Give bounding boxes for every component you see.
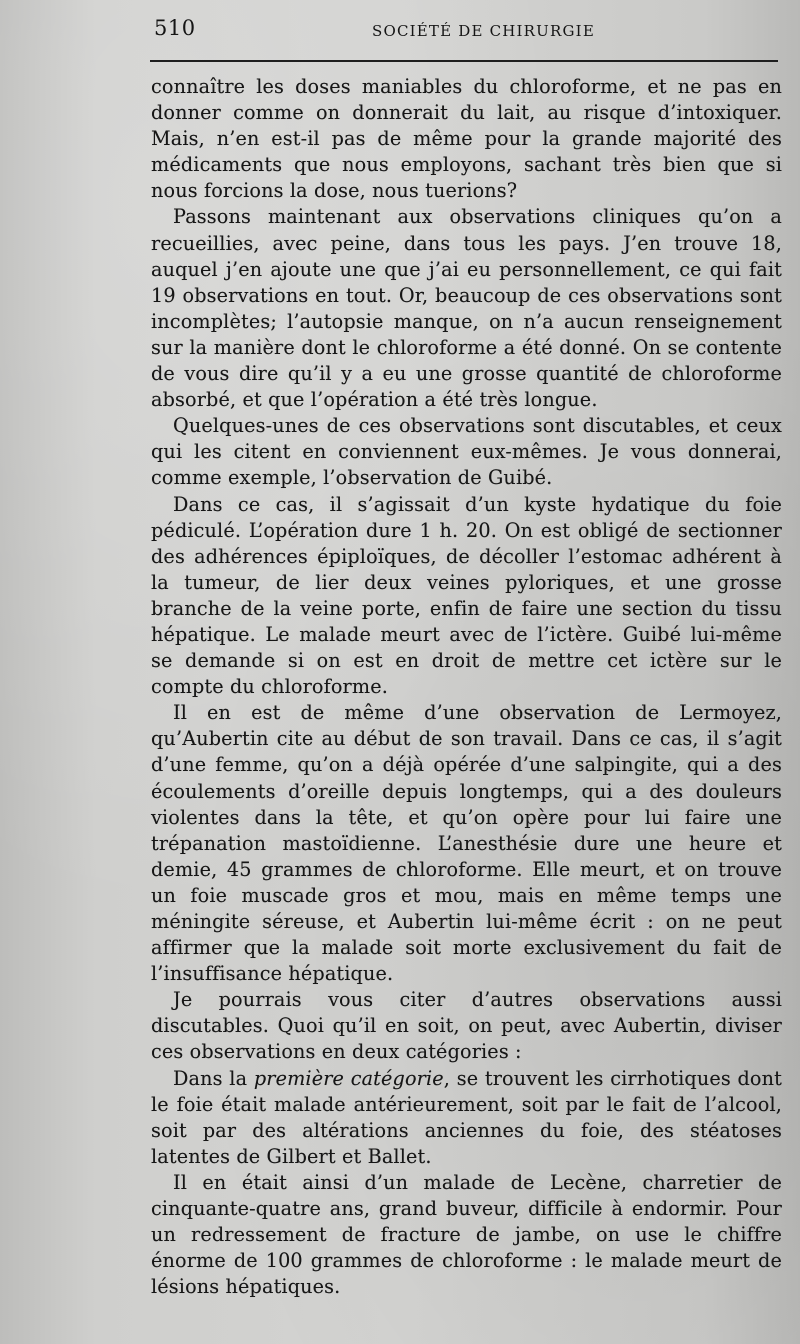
paragraph-1: connaître les doses maniables du chloroforme, et ne pas en donner comme on donnerait du lait, au risque d’intoxiquer. Mais, n’en est-il pas de même pour la grande majorité des médicaments que nous employons, sachant très bien que si nous forcions la dose, nous tuerions? [151, 75, 782, 203]
paragraph-7-emphasis: première catégorie [253, 1066, 444, 1090]
paragraph-2: Passons maintenant aux observations cliniques qu’on a recueillies, avec peine, dans tous les pays. J’en trouve 18, auquel j’en ajoute une que j’ai eu personnellement, ce qui fait 19 observations en tout. Or, beaucoup de ces observations sont incomplètes; l’autopsie manque, on n’a aucun renseignement sur la manière dont le chloroforme a été donné. On se contente de vous dire qu’il y a eu une grosse quantité de chloroforme absorbé, et que l’opération a été très longue. [151, 205, 782, 412]
page-header [150, 14, 780, 44]
running-title: SOCIÉTÉ DE CHIRURGIE [372, 22, 595, 40]
paragraph-4: Dans ce cas, il s’agissait d’un kyste hydatique du foie pédiculé. L’opération dure 1 h. 20. On est obligé de sectionner des adhérences épiploïques, de décoller l’estomac adhérent à la tumeur, de lier deux veines pyloriques, et une grosse branche de la veine porte, enfin de faire une section du tissu hépatique. Le malade meurt avec de l’ictère. Guibé lui-même se demande si on est en droit de mettre cet ictère sur le compte du chloroforme. [151, 492, 782, 699]
body-text [151, 74, 782, 1300]
paragraph-3: Quelques-unes de ces observations sont discutables, et ceux qui les citent en conviennent eux-mêmes. Je vous donnerai, comme exemple, l’observation de Guibé. [151, 414, 782, 490]
page-number: 510 [154, 16, 196, 40]
paragraph-7-lead: Dans la [173, 1066, 254, 1090]
header-rule [150, 60, 778, 62]
paragraph-6: Je pourrais vous citer d’autres observations aussi discutables. Quoi qu’il en soit, on peut, avec Aubertin, diviser ces observations en deux catégories : [151, 988, 782, 1064]
paragraph-5: Il en est de même d’une observation de Lermoyez, qu’Aubertin cite au début de son travail. Dans ce cas, il s’agit d’une femme, qu’on a déjà opérée d’une salpingite, qui a des écoulements d’oreille depuis longtemps, qui a des douleurs violentes dans la tête, et qu’on opère pour lui faire une trépanation mastoïdienne. L’anesthésie dure une heure et demie, 45 grammes de chloroforme. Elle meurt, et on trouve un foie muscade gros et mou, mais en même temps une méningite séreuse, et Aubertin lui-même écrit : on ne peut affirmer que la malade soit morte exclusivement du fait de l’insuffisance hépatique. [151, 701, 782, 986]
paragraph-7 [151, 1066, 782, 1170]
paragraph-7-rest: , se trouvent les cirrhotiques dont le foie était malade antérieurement, soit par le fait de l’alcool, soit par des altérations anciennes du foie, des stéatoses latentes de Gilbert et Ballet. [151, 1066, 782, 1168]
paragraph-8: Il en était ainsi d’un malade de Lecène, charretier de cinquante-quatre ans, grand buveur, difficile à endormir. Pour un redressement de fracture de jambe, on use le chiffre énorme de 100 grammes de chloroforme : le malade meurt de lésions hépatiques. [151, 1170, 782, 1299]
